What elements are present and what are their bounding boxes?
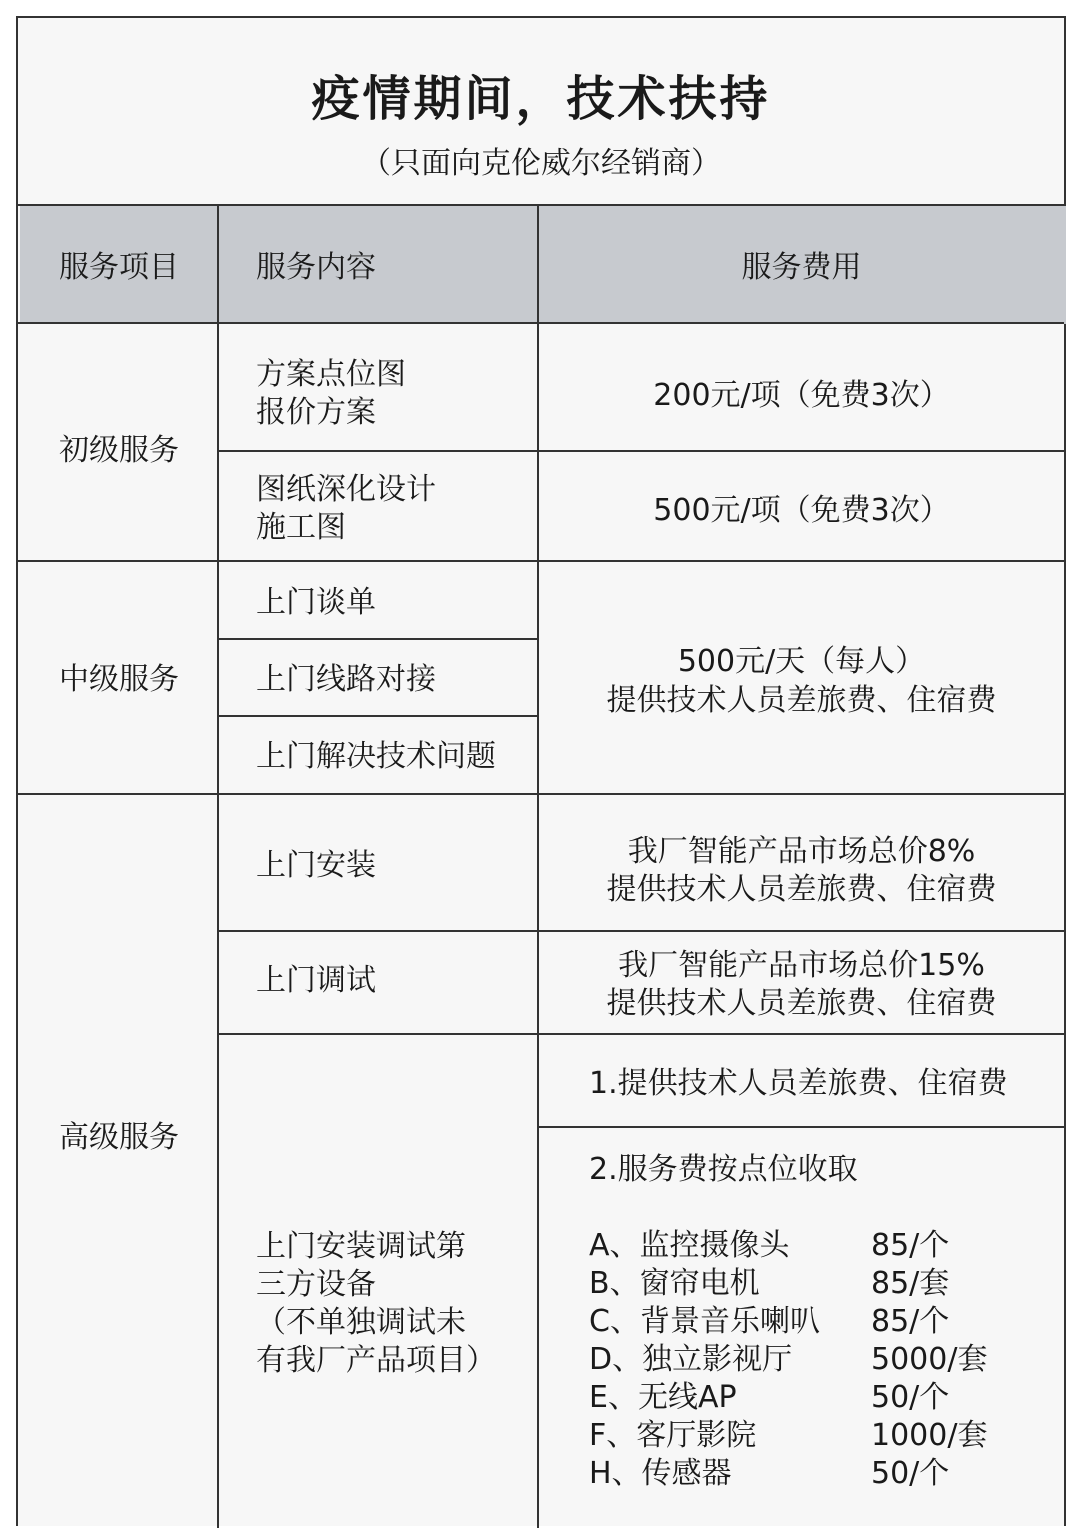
divider <box>18 322 1064 324</box>
price-item-value: 50/个 <box>871 1456 950 1491</box>
service-content: 方案点位图 <box>256 357 406 392</box>
service-content: 图纸深化设计 <box>256 472 436 507</box>
divider <box>538 1126 1064 1128</box>
group-name-basic: 初级服务 <box>59 433 179 468</box>
divider <box>218 638 538 640</box>
service-content: 报价方案 <box>256 395 376 430</box>
service-fee: 提供技术人员差旅费、住宿费 <box>606 683 997 718</box>
header-service-item: 服务项目 <box>59 250 179 285</box>
price-item-name: A、监控摄像头 <box>589 1228 790 1263</box>
service-content: 施工图 <box>256 510 346 545</box>
price-item-name: B、窗帘电机 <box>589 1266 760 1301</box>
service-fee: 提供技术人员差旅费、住宿费 <box>606 872 997 907</box>
price-item-value: 5000/套 <box>871 1342 988 1377</box>
service-fee: 200元/项（免费3次） <box>653 378 950 413</box>
service-content: 三方设备 <box>256 1267 376 1302</box>
price-item-value: 50/个 <box>871 1380 950 1415</box>
service-fee: 我厂智能产品市场总价8% <box>627 834 976 869</box>
divider <box>18 204 1064 206</box>
service-fee: 2.服务费按点位收取 <box>589 1152 858 1187</box>
service-table <box>16 16 1066 1526</box>
group-name-advanced: 高级服务 <box>59 1120 179 1155</box>
service-fee: 提供技术人员差旅费、住宿费 <box>606 986 997 1021</box>
page-subtitle: （只面向克伦威尔经销商） <box>361 146 721 181</box>
page-title: 疫情期间，技术扶持 <box>311 71 771 127</box>
divider <box>218 715 538 717</box>
price-item-name: D、独立影视厅 <box>589 1342 793 1377</box>
price-item-name: E、无线AP <box>589 1380 737 1415</box>
header-service-content: 服务内容 <box>256 250 376 285</box>
price-item-value: 85/个 <box>871 1304 950 1339</box>
divider <box>217 204 219 1528</box>
divider <box>18 793 1064 795</box>
service-content: 上门线路对接 <box>256 662 436 697</box>
price-item-name: H、传感器 <box>589 1456 732 1491</box>
price-item-value: 85/个 <box>871 1228 950 1263</box>
service-content: 上门调试 <box>256 963 376 998</box>
price-item-name: C、背景音乐喇叭 <box>589 1304 820 1339</box>
price-item-value: 85/套 <box>871 1266 950 1301</box>
service-content: 上门谈单 <box>256 585 376 620</box>
header-service-fee: 服务费用 <box>741 250 862 285</box>
service-fee: 500元/天（每人） <box>677 644 926 679</box>
divider <box>218 1033 1064 1035</box>
service-fee: 500元/项（免费3次） <box>653 493 950 528</box>
service-content: 有我厂产品项目） <box>256 1343 496 1378</box>
divider <box>18 560 1064 562</box>
service-content: 上门安装 <box>256 848 376 883</box>
service-fee: 1.提供技术人员差旅费、住宿费 <box>589 1066 1008 1101</box>
price-item-name: F、客厅影院 <box>589 1418 757 1453</box>
group-name-intermediate: 中级服务 <box>59 662 179 697</box>
divider <box>218 930 1064 932</box>
service-fee: 我厂智能产品市场总价15% <box>618 948 985 983</box>
service-content: 上门解决技术问题 <box>256 739 496 774</box>
service-content: （不单独调试未 <box>256 1305 466 1340</box>
price-item-value: 1000/套 <box>871 1418 988 1453</box>
service-content: 上门安装调试第 <box>256 1229 466 1264</box>
price-list <box>589 1227 1059 1497</box>
divider <box>218 450 1064 452</box>
